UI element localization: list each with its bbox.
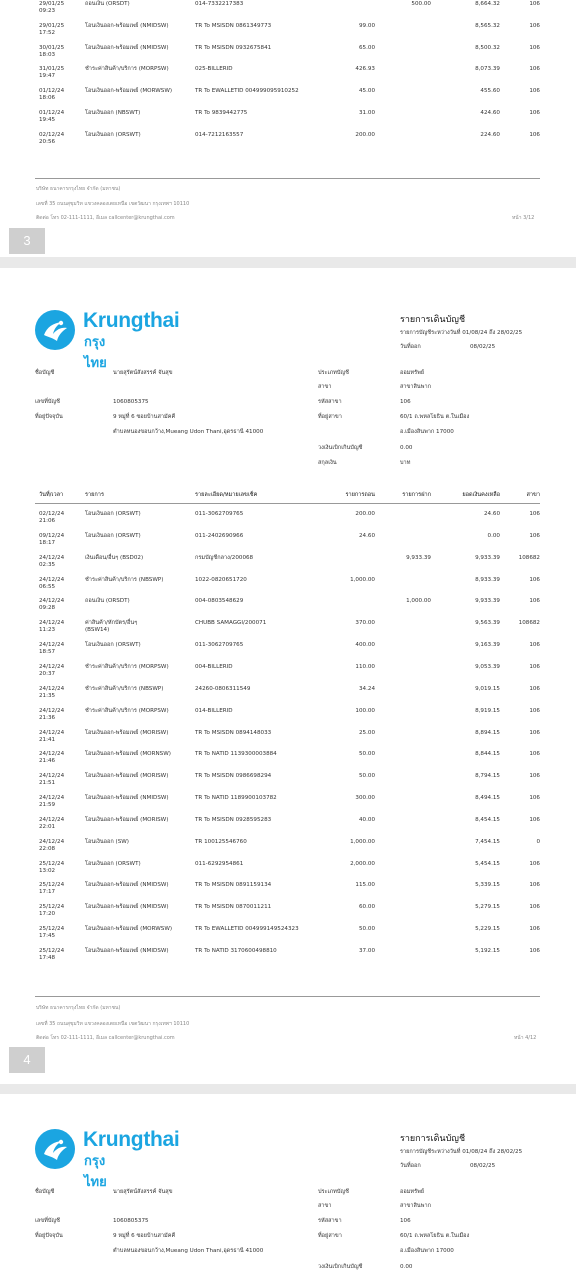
row-date: 02/12/24: [39, 131, 65, 138]
row-description: โอนเงินออก-พร้อมเพย์ (NMIDSW): [85, 22, 169, 29]
footer-address: เลขที่ 35 ถนนสุขุมวิท แขวงคลองเตยเหนือ เขตวัฒนา กรุงเทพฯ 10110: [36, 201, 190, 207]
row-branch: 106: [529, 131, 540, 138]
row-description: ชำระค่าสินค้า/บริการ (MORPSW): [85, 663, 169, 670]
row-description: ชำระค่าสินค้า/บริการ (MORPSW): [85, 66, 169, 73]
row-branch: 106: [529, 882, 540, 889]
row-withdrawal: 115.00: [355, 882, 375, 889]
row-date: 24/12/24: [39, 816, 65, 823]
row-description: โอนเงินออก-พร้อมเพย์ (NMIDSW): [85, 882, 169, 889]
row-date: 24/12/24: [39, 707, 65, 714]
col-transaction: รายการ: [85, 492, 104, 498]
row-deposit: 500.00: [411, 1, 431, 7]
row-date: 24/12/24: [39, 795, 65, 802]
col-deposit: รายการฝาก: [402, 492, 431, 498]
row-time: 02:35: [39, 561, 56, 568]
row-balance: 9,933.39: [475, 554, 500, 561]
row-date: 30/01/25: [39, 44, 65, 51]
row-branch: 106: [529, 729, 540, 736]
row-date: 25/12/24: [39, 860, 65, 867]
row-description: ค่าสินค้า/หักบัตร/อื่นๆ: [85, 620, 138, 627]
row-branch: 106: [529, 816, 540, 823]
row-branch: 106: [529, 948, 540, 954]
row-date: 29/01/25: [39, 22, 65, 29]
row-reference: TR To NATID 1139300003884: [195, 751, 277, 758]
row-branch: 106: [529, 532, 540, 539]
col-balance: ยอดเงินคงเหลือ: [462, 492, 500, 498]
address-line2: ตำบลหนองขอนกว้าง,Mueang Udon Thani,อุดรธานี 41000: [113, 1248, 264, 1254]
row-balance: 8,933.39: [475, 576, 500, 583]
issue-date: 08/02/25: [470, 344, 496, 350]
row-time: 21:36: [39, 714, 56, 721]
row-branch: 106: [529, 795, 540, 802]
col-datetime: วันที่/เวลา: [39, 492, 64, 498]
row-branch: 106: [529, 926, 540, 933]
row-reference: 014-7212163557: [195, 131, 244, 138]
row-time: 18:03: [39, 51, 56, 58]
statement-title: รายการเดินบัญชี: [400, 315, 466, 325]
statement-page-5: [0, 1094, 576, 1280]
row-balance: 8,794.15: [475, 773, 500, 780]
page-number: หน้า 3/12: [512, 215, 535, 221]
row-reference: TR To MSISDN 0891159134: [195, 882, 272, 889]
row-date: 24/12/24: [39, 685, 65, 692]
row-description: โอนเงินออก-พร้อมเพย์ (NMIDSW): [85, 795, 169, 802]
row-reference: 24260-0806311549: [195, 685, 251, 692]
row-balance: 7,454.15: [475, 838, 500, 845]
row-description: ชำระค่าสินค้า/บริการ (NBSWP): [85, 576, 164, 583]
row-time: 09:28: [39, 605, 56, 612]
row-balance: 5,192.15: [475, 948, 500, 954]
overdraft: 0.00: [400, 445, 413, 451]
row-description: โอนเงินออก-พร้อมเพย์ (NMIDSW): [85, 904, 169, 911]
row-reference: 1022-0820651720: [195, 576, 247, 583]
footer-company: บริษัท ธนาคารกรุงไทย จำกัด (มหาชน): [36, 1005, 121, 1011]
row-time: 21:46: [39, 758, 56, 765]
row-description: โอนเงินออก-พร้อมเพย์ (NMIDSW): [85, 44, 169, 51]
branch-address-line1: 60/1 ถ.พหลโยธิน ต.ในเมือง: [400, 414, 470, 420]
krungthai-bird-icon: [35, 310, 75, 350]
row-time: 20:56: [39, 138, 56, 145]
row-time: 21:06: [39, 518, 56, 524]
row-reference: 011-3062709765: [195, 642, 244, 649]
row-time: 21:41: [39, 736, 56, 743]
row-withdrawal: 50.00: [358, 751, 375, 758]
address-line2: ตำบลหนองขอนกว้าง,Mueang Udon Thani,อุดรธานี 41000: [113, 429, 264, 435]
row-reference: TR To MSISDN 0870011211: [195, 904, 272, 911]
page-badge: 3: [9, 228, 45, 254]
row-branch: 106: [529, 110, 540, 116]
branch-address-label: ที่อยู่สาขา: [318, 1233, 342, 1239]
account-number-label: เลขที่บัญชี: [35, 1218, 60, 1224]
account-name: นายสุรัตน์สังสรรค์ จันสุข: [113, 370, 173, 376]
row-reference: 004-0803548629: [195, 598, 244, 605]
row-withdrawal: 45.00: [358, 88, 375, 95]
row-time: 17:52: [39, 29, 56, 36]
row-time: 06:55: [39, 583, 56, 590]
address-line1: 9 หมู่ที่ 6 ซอยบ้านสามัคคี: [113, 1233, 176, 1239]
row-balance: 5,339.15: [475, 882, 500, 889]
row-branch: 106: [529, 22, 540, 29]
row-time: 22:08: [39, 845, 56, 852]
row-balance: 8,844.15: [475, 751, 500, 758]
row-deposit: 9,933.39: [406, 554, 431, 561]
row-reference: CHUBB SAMAGGI/200071: [195, 620, 267, 627]
row-balance: 5,454.15: [475, 860, 500, 867]
branch: สาขาสินพาก: [400, 384, 431, 390]
row-description: โอนเงินออก-พร้อมเพย์ (MORWSW): [85, 926, 173, 933]
page-number: หน้า 4/12: [514, 1035, 537, 1041]
col-branch: สาขา: [526, 492, 540, 498]
row-reference: TR To NATID 3170600498810: [195, 948, 277, 954]
row-reference: 011-6292954861: [195, 860, 244, 867]
row-time: 13:02: [39, 867, 56, 874]
logo-text-th: กรุงไทย: [84, 335, 107, 371]
row-date: 01/12/24: [39, 110, 65, 116]
row-reference: TR To MSISDN 0861349773: [195, 22, 272, 29]
row-branch: 106: [529, 904, 540, 911]
row-balance: 9,933.39: [475, 598, 500, 605]
row-description: โอนเงินออก-พร้อมเพย์ (MORWSW): [85, 88, 173, 95]
row-reference: 004-BILLERID: [195, 663, 233, 670]
row-time: 21:51: [39, 780, 56, 787]
account-number: 1060805375: [113, 399, 149, 405]
row-time: 19:47: [39, 73, 56, 80]
row-description: โอนเงินออก (ORSWT): [85, 860, 141, 867]
row-description: ถอนเงิน (ORSDT): [85, 598, 130, 605]
row-date: 29/01/25: [39, 1, 65, 7]
currency: บาท: [400, 460, 411, 466]
row-withdrawal: 40.00: [358, 816, 375, 823]
page-badge: 4: [9, 1047, 45, 1073]
row-date: 24/12/24: [39, 576, 65, 583]
row-date: 24/12/24: [39, 729, 65, 736]
row-time: 18:57: [39, 649, 56, 656]
row-balance: 8,664.32: [475, 1, 500, 7]
branch-address-label: ที่อยู่สาขา: [318, 414, 342, 420]
row-balance: 8,500.32: [475, 44, 500, 51]
page-separator: [0, 257, 576, 268]
row-balance: 24.60: [483, 511, 500, 517]
row-withdrawal: 34.24: [358, 685, 375, 692]
statement-period: รายการบัญชีระหว่างวันที่ 01/08/24 ถึง 28/02/25: [400, 1149, 523, 1155]
row-description: ถอนเงิน (ORSDT): [85, 1, 130, 7]
row-withdrawal: 300.00: [355, 795, 375, 802]
row-balance: 0.00: [487, 532, 500, 539]
issue-date: 08/02/25: [470, 1163, 496, 1169]
row-date: 25/12/24: [39, 882, 65, 889]
row-balance: 5,279.15: [475, 904, 500, 911]
address-label: ที่อยู่ปัจจุบัน: [35, 1233, 63, 1239]
row-balance: 224.60: [480, 131, 500, 138]
row-date: 24/12/24: [39, 620, 65, 627]
row-withdrawal: 1,000.00: [350, 576, 375, 583]
row-branch: 106: [529, 1, 540, 7]
row-date: 24/12/24: [39, 751, 65, 758]
col-detail: รายละเอียด/หมายเลขเช็ค: [195, 492, 258, 498]
account-name-label: ชื่อบัญชี: [35, 1189, 55, 1195]
row-description: โอนเงินออก-พร้อมเพย์ (MORISW): [85, 729, 169, 736]
row-branch: 106: [529, 685, 540, 692]
branch-code: 106: [400, 1218, 411, 1224]
logo-text-th: กรุงไทย: [84, 1154, 107, 1190]
footer-address: เลขที่ 35 ถนนสุขุมวิท แขวงคลองเตยเหนือ เขตวัฒนา กรุงเทพฯ 10110: [36, 1021, 190, 1027]
row-reference: TR To NATID 1189900103782: [195, 795, 277, 802]
currency-label: สกุลเงิน: [318, 460, 337, 466]
row-withdrawal: 100.00: [355, 707, 375, 714]
row-date: 24/12/24: [39, 642, 65, 649]
branch-code: 106: [400, 399, 411, 405]
branch: สาขาสินพาก: [400, 1203, 431, 1209]
page-separator: [0, 1084, 576, 1094]
row-balance: 5,229.15: [475, 926, 500, 933]
row-branch: 106: [529, 88, 540, 95]
footer-divider: [35, 996, 540, 997]
row-balance: 9,163.39: [475, 642, 500, 649]
row-time: 17:17: [39, 889, 56, 896]
row-reference: 011-3062709765: [195, 511, 244, 517]
row-branch: 0: [536, 838, 540, 845]
row-description: โอนเงินออก (SW): [85, 838, 129, 845]
row-withdrawal: 65.00: [358, 44, 375, 51]
logo-text-en: Krungthai: [83, 309, 180, 332]
row-balance: 9,019.15: [475, 685, 500, 692]
statement-page-4: [0, 268, 576, 1084]
branch-label: สาขา: [318, 384, 332, 390]
row-branch: 106: [529, 598, 540, 605]
row-branch: 106: [529, 576, 540, 583]
row-description: โอนเงินออก (ORSWT): [85, 511, 141, 517]
row-reference: TR 100125546760: [195, 838, 247, 845]
row-reference: TR To MSISDN 0928595283: [195, 816, 272, 823]
row-description: โอนเงินออก-พร้อมเพย์ (MORISW): [85, 773, 169, 780]
row-description: เงินเดือน/อื่นๆ (BSD02): [85, 554, 144, 561]
row-date: 01/12/24: [39, 88, 65, 95]
account-type-label: ประเภทบัญชี: [318, 1189, 349, 1195]
issue-date-label: วันที่ออก: [400, 344, 421, 350]
row-branch: 106: [529, 773, 540, 780]
row-time: 21:59: [39, 802, 56, 809]
row-withdrawal: 370.00: [355, 620, 375, 627]
row-time: 11:23: [39, 627, 56, 634]
logo-text-en: Krungthai: [83, 1128, 180, 1151]
row-withdrawal: 110.00: [355, 663, 375, 670]
row-balance: 9,563.39: [475, 620, 500, 627]
address-label: ที่อยู่ปัจจุบัน: [35, 414, 63, 420]
branch-label: สาขา: [318, 1203, 332, 1209]
row-description: ชำระค่าสินค้า/บริการ (NBSWP): [85, 685, 164, 692]
statement-page-3: [0, 0, 576, 257]
row-balance: 8,494.15: [475, 795, 500, 802]
row-withdrawal: 426.93: [355, 66, 375, 73]
row-balance: 8,894.15: [475, 729, 500, 736]
row-date: 02/12/24: [39, 511, 65, 517]
address-line1: 9 หมู่ที่ 6 ซอยบ้านสามัคคี: [113, 414, 176, 420]
row-reference: TR To 9839442775: [195, 110, 248, 116]
row-withdrawal: 1,000.00: [350, 838, 375, 845]
account-number: 1060805375: [113, 1218, 149, 1224]
row-branch: 106: [529, 44, 540, 51]
row-date: 24/12/24: [39, 663, 65, 670]
row-time: 17:45: [39, 933, 56, 940]
statement-title: รายการเดินบัญชี: [400, 1134, 466, 1144]
row-reference: 025-BILLERID: [195, 66, 233, 73]
account-type-label: ประเภทบัญชี: [318, 370, 349, 376]
account-name: นายสุรัตน์สังสรรค์ จันสุข: [113, 1189, 173, 1195]
account-number-label: เลขที่บัญชี: [35, 399, 60, 405]
row-withdrawal: 200.00: [355, 131, 375, 138]
row-description: โอนเงินออก (ORSWT): [85, 642, 141, 649]
row-description: โอนเงินออก-พร้อมเพย์ (MORISW): [85, 816, 169, 823]
row-balance: 8,454.15: [475, 816, 500, 823]
account-type: ออมทรัพย์: [400, 370, 425, 376]
row-description: ชำระค่าสินค้า/บริการ (MORPSW): [85, 707, 169, 714]
row-reference: 014-BILLERID: [195, 707, 233, 714]
row-branch: 106: [529, 707, 540, 714]
row-reference: TR To MSISDN 0894148033: [195, 729, 272, 736]
issue-date-label: วันที่ออก: [400, 1163, 421, 1169]
footer-company: บริษัท ธนาคารกรุงไทย จำกัด (มหาชน): [36, 186, 121, 192]
row-branch: 106: [529, 751, 540, 758]
row-date: 09/12/24: [39, 532, 65, 539]
row-withdrawal: 25.00: [358, 729, 375, 736]
row-reference: TR To MSISDN 0932675841: [195, 44, 272, 51]
row-description: โอนเงินออก-พร้อมเพย์ (NMIDSW): [85, 948, 169, 954]
row-time: 09:23: [39, 8, 56, 14]
row-reference: 014-7332217383: [195, 1, 244, 7]
row-time: 18:06: [39, 95, 56, 102]
row-balance: 8,073.39: [475, 66, 500, 73]
row-withdrawal: 37.00: [358, 948, 375, 954]
row-description: โอนเงินออก (NBSWT): [85, 110, 141, 116]
row-branch: 106: [529, 663, 540, 670]
row-balance: 424.60: [480, 110, 500, 116]
row-reference: กรมบัญชีกลาง/200068: [195, 554, 254, 561]
footer-contact: ติดต่อ โทร 02-111-1111, อีเมล callcenter@krungthai.com: [36, 215, 175, 221]
row-deposit: 1,000.00: [406, 598, 431, 605]
account-type: ออมทรัพย์: [400, 1189, 425, 1195]
row-time: 20:37: [39, 670, 56, 677]
col-withdrawal: รายการถอน: [345, 492, 375, 498]
overdraft-label: วงเงินเบิกเกินบัญชี: [318, 445, 363, 451]
row-reference: TR To MSISDN 0986698294: [195, 773, 272, 780]
footer-divider: [35, 178, 540, 179]
row-withdrawal: 2,000.00: [350, 860, 375, 867]
row-branch: 106: [529, 860, 540, 867]
row-balance: 455.60: [480, 88, 500, 95]
row-branch: 106: [529, 511, 540, 517]
footer-contact: ติดต่อ โทร 02-111-1111, อีเมล callcenter@krungthai.com: [36, 1035, 175, 1041]
branch-address-line2: อ.เมืองสินพาก 17000: [400, 1248, 454, 1254]
row-reference: TR To EWALLETID 004999149524323: [195, 926, 299, 933]
row-withdrawal: 99.00: [358, 22, 375, 29]
row-withdrawal: 200.00: [355, 511, 375, 517]
row-branch: 106: [529, 66, 540, 73]
row-date: 25/12/24: [39, 904, 65, 911]
overdraft-label: วงเงินเบิกเกินบัญชี: [318, 1264, 363, 1270]
row-reference: TR To EWALLETID 004999095910252: [195, 88, 299, 95]
row-withdrawal: 50.00: [358, 773, 375, 780]
branch-address-line2: อ.เมืองสินพาก 17000: [400, 429, 454, 435]
row-date: 25/12/24: [39, 948, 65, 954]
row-time: 19:45: [39, 117, 56, 123]
row-date: 24/12/24: [39, 773, 65, 780]
branch-code-label: รหัสสาขา: [318, 399, 342, 405]
row-withdrawal: 50.00: [358, 926, 375, 933]
row-branch: 106: [529, 642, 540, 649]
row-time: 17:20: [39, 911, 56, 918]
overdraft: 0.00: [400, 1264, 413, 1270]
row-description: โอนเงินออก (ORSWT): [85, 131, 141, 138]
row-time: 18:17: [39, 539, 56, 546]
row-withdrawal: 24.60: [358, 532, 375, 539]
row-description: โอนเงินออก-พร้อมเพย์ (MORNSW): [85, 751, 171, 758]
row-balance: 8,565.32: [475, 22, 500, 29]
table-header-divider: [35, 503, 540, 504]
row-date: 31/01/25: [39, 66, 65, 73]
account-name-label: ชื่อบัญชี: [35, 370, 55, 376]
row-time: 22:01: [39, 823, 56, 830]
row-time: 17:48: [39, 955, 56, 961]
statement-period: รายการบัญชีระหว่างวันที่ 01/08/24 ถึง 28/02/25: [400, 330, 523, 336]
row-withdrawal: 400.00: [355, 642, 375, 649]
row-branch: 108682: [518, 554, 540, 561]
row-date: 25/12/24: [39, 926, 65, 933]
krungthai-bird-icon: [35, 1129, 75, 1169]
row-date: 24/12/24: [39, 598, 65, 605]
branch-code-label: รหัสสาขา: [318, 1218, 342, 1224]
row-reference: 011-2402690966: [195, 532, 244, 539]
row-balance: 8,919.15: [475, 707, 500, 714]
row-withdrawal: 60.00: [358, 904, 375, 911]
row-balance: 9,053.39: [475, 663, 500, 670]
branch-address-line1: 60/1 ถ.พหลโยธิน ต.ในเมือง: [400, 1233, 470, 1239]
row-time: 21:35: [39, 692, 56, 699]
row-description-cont: (BSW14): [85, 627, 110, 634]
row-date: 24/12/24: [39, 554, 65, 561]
row-withdrawal: 31.00: [358, 110, 375, 116]
row-branch: 108682: [518, 620, 540, 627]
row-date: 24/12/24: [39, 838, 65, 845]
row-description: โอนเงินออก (ORSWT): [85, 532, 141, 539]
